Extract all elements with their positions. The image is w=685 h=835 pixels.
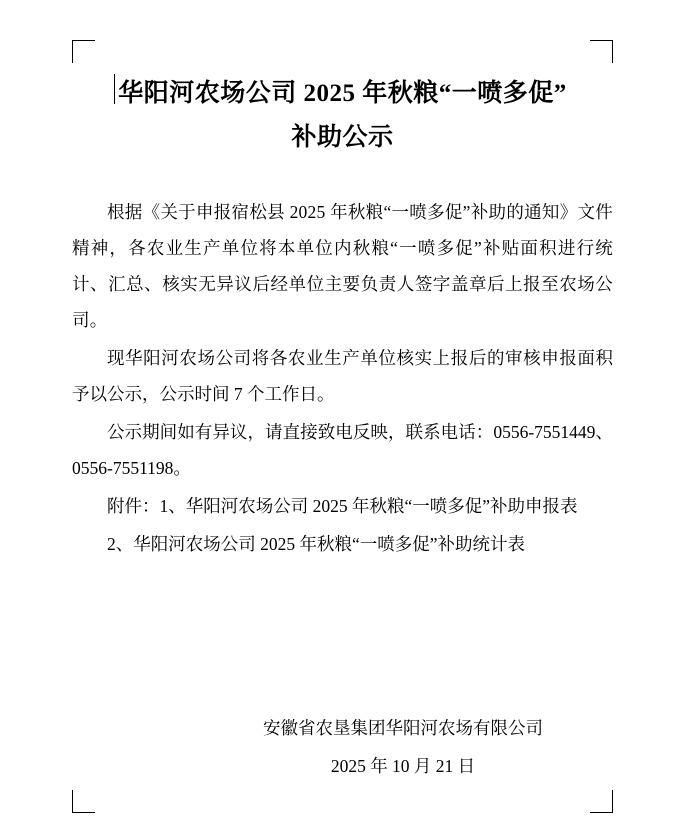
document-content [72,60,613,564]
document-body [72,194,613,562]
paragraph-1: 根据《关于申报宿松县 2025 年秋粮“一喷多促”补助的通知》文件精神，各农业生产单位将本单位内秋粮“一喷多促”补贴面积进行统计、汇总、核实无异议后经单位主要负责人签字盖章后上报至农场公司。 [72,202,613,330]
title-line-1-wrapper [118,72,567,116]
title-line-1: 华阳河农场公司 2025 年秋粮“一喷多促” [118,80,567,107]
signature-date: 2025 年 10 月 21 日 [330,756,476,776]
document-title [72,72,613,160]
paragraph-attachment-2: 2、华阳河农场公司 2025 年秋粮“一喷多促”补助统计表 [107,534,526,554]
signature-organization: 安徽省农垦集团华阳河农场有限公司 [263,718,543,738]
crop-mark-bottom-right [590,790,613,813]
crop-mark-bottom-left [72,790,95,813]
paragraph-3: 公示期间如有异议，请直接致电反映，联系电话：0556-7551449、0556-7551198。 [72,422,613,478]
text-cursor-caret [114,74,115,104]
signature-block [193,709,613,785]
paragraph-attachment-1: 附件：1、华阳河农场公司 2025 年秋粮“一喷多促”补助申报表 [107,496,578,516]
paragraph-2: 现华阳河农场公司将各农业生产单位核实上报后的审核申报面积予以公示，公示时间 7 个工作日。 [72,348,613,404]
title-line-2: 补助公示 [291,124,394,151]
